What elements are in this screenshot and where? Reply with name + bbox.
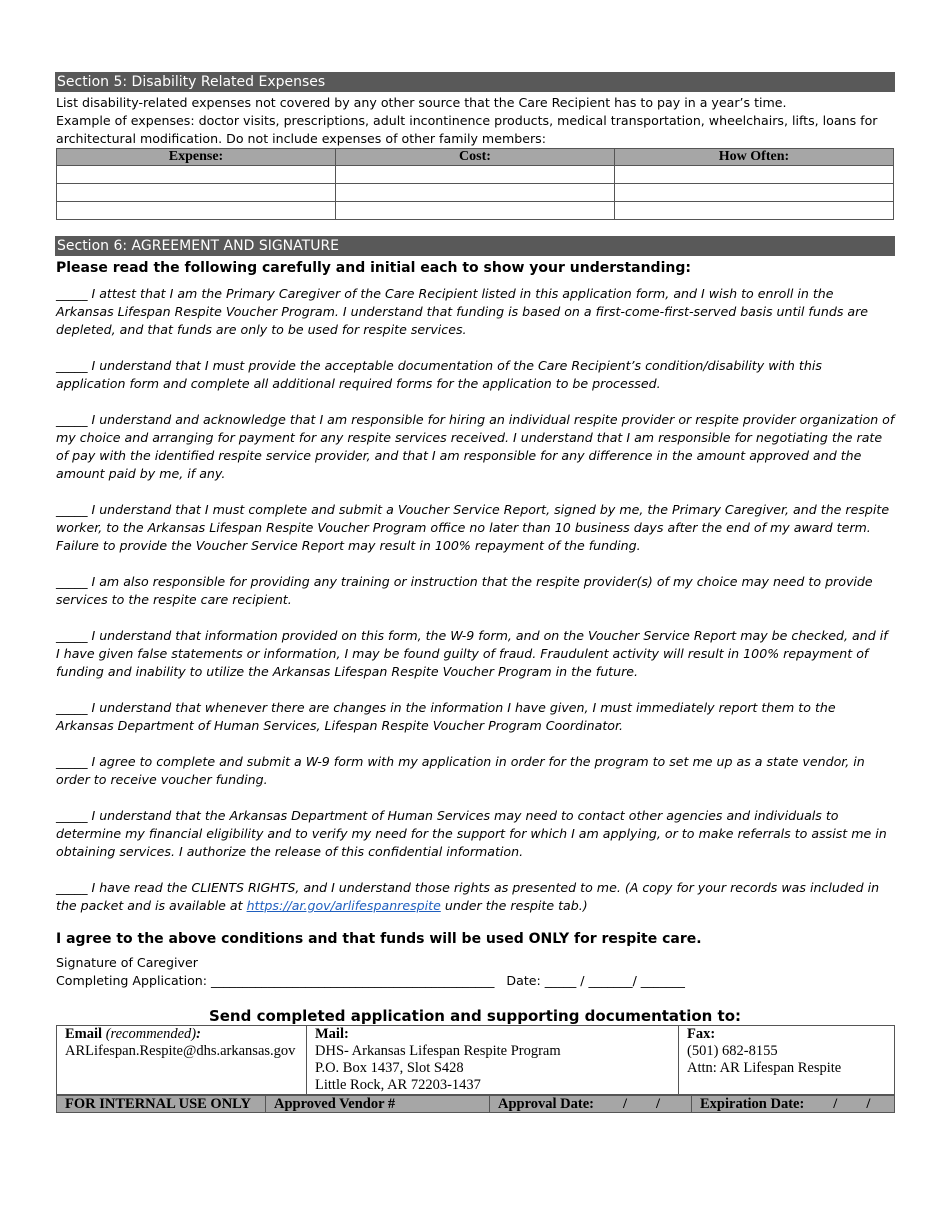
internal-use-table (56, 1095, 895, 1113)
agreement-item: _____ I understand that the Arkansas Department of Human Services may need to contact other agencies and individuals to determine my financial eligibility and to verify my need for the support for which I am applying, or to make referrals to assist me in obtaining services. I authorize the release of this confidential information. (56, 808, 887, 859)
agreement-item-client-rights (56, 879, 895, 915)
cost-cell[interactable] (336, 184, 615, 202)
agreement-item: _____ I understand that information provided on this form, the W-9 form, and on the Voucher Service Report may be checked, and if I have given false statements or information, I may be found guilty of fraud. Fraudulent activity will result in 100% repayment of funding and inability to utilize the Arkansas Lifespan Respite Voucher Program in the future. (56, 628, 888, 679)
agree-statement: I agree to the above conditions and that funds will be used ONLY for respite care. (56, 931, 702, 947)
expense-column-header: Expense: (57, 149, 336, 166)
how-often-cell[interactable] (615, 166, 894, 184)
agreement-item: _____ I understand that whenever there are changes in the information I have given, I must immediately report them to the Arkansas Department of Human Services, Lifespan Respite Voucher Program Coordinator. (56, 700, 836, 733)
agreement-items (55, 285, 895, 915)
agreement-item: _____ I understand that I must provide the acceptable documentation of the Care Recipient’s condition/disability with this application form and complete all additional required forms for the application to be processed. (56, 358, 822, 391)
expiration-date-field[interactable]: Expiration Date: / / (692, 1096, 895, 1113)
signature-label: Signature of Caregiver (56, 955, 198, 970)
signature-date-line[interactable]: Completing Application: _____________________________________________ Date: _____ / _______/ _______ (56, 973, 685, 988)
approved-vendor-field[interactable]: Approved Vendor # (266, 1096, 490, 1113)
arlifespanrespite-link[interactable]: https://ar.gov/arlifespanrespite (246, 898, 441, 913)
cost-cell[interactable] (336, 166, 615, 184)
cost-cell[interactable] (336, 202, 615, 220)
email-recommended-note: (recommended) (105, 1026, 197, 1042)
how-often-cell[interactable] (615, 184, 894, 202)
section5-intro-line2: Example of expenses: doctor visits, prescriptions, adult incontinence products, medical transportation, wheelchairs, lifts, loans for architectural modification. Do not include expenses of other family members: (56, 113, 878, 146)
expense-cell[interactable] (57, 184, 336, 202)
expense-row (57, 202, 894, 220)
how-often-cell[interactable] (615, 202, 894, 220)
email-address[interactable]: ARLifespan.Respite@dhs.arkansas.gov (65, 1043, 296, 1059)
fax-number: (501) 682-8155 (687, 1043, 778, 1059)
section6-instruction: Please read the following carefully and initial each to show your understanding: (56, 260, 691, 276)
client-rights-text-after: under the respite tab.) (440, 898, 588, 913)
mail-cell (307, 1026, 679, 1095)
mail-line1: DHS- Arkansas Lifespan Respite Program (315, 1043, 561, 1059)
mail-title: Mail: (315, 1026, 349, 1042)
contact-table (56, 1025, 895, 1095)
agreement-item: _____ I agree to complete and submit a W-9 form with my application in order for the program to set me up as a state vendor, in order to receive voucher funding. (56, 754, 865, 787)
agreement-item: _____ I understand that I must complete and submit a Voucher Service Report, signed by me, the Primary Caregiver, and the respite worker, to the Arkansas Lifespan Respite Voucher Program office no later than 10 business days after the end of my award term. Failure to provide the Voucher Service Report may result in 100% repayment of the funding. (56, 502, 890, 553)
expense-cell[interactable] (57, 202, 336, 220)
section5-intro (56, 94, 895, 148)
email-title: Email (65, 1026, 103, 1042)
signature-block (56, 954, 895, 990)
agreement-item: _____ I understand and acknowledge that I am responsible for hiring an individual respite provider or respite provider organization of my choice and arranging for payment for any respite services received. I understand that I am responsible for negotiating the rate of pay with the identified respite service provider, and that I am responsible for any difference in the amount approved and the amount paid by me, if any. (56, 412, 895, 481)
expense-row (57, 184, 894, 202)
approval-date-field[interactable]: Approval Date: / / (490, 1096, 692, 1113)
expense-row (57, 166, 894, 184)
section6-header: Section 6: AGREEMENT AND SIGNATURE (55, 236, 895, 256)
section6 (55, 236, 895, 990)
section5-intro-line1: List disability-related expenses not covered by any other source that the Care Recipient has to pay in a year’s time. (56, 95, 787, 110)
email-cell (57, 1026, 307, 1095)
expense-cell[interactable] (57, 166, 336, 184)
fax-cell (679, 1026, 895, 1095)
mail-line3: Little Rock, AR 72203-1437 (315, 1077, 481, 1093)
section5-header: Section 5: Disability Related Expenses (55, 72, 895, 92)
application-page (55, 72, 895, 1113)
how-often-column-header: How Often: (615, 149, 894, 166)
agreement-item: _____ I attest that I am the Primary Caregiver of the Care Recipient listed in this application form, and I wish to enroll in the Arkansas Lifespan Respite Voucher Program. I understand that funding is based on a first-come-first-served basis until funds are depleted, and that funds are only to be used for respite services. (56, 286, 869, 337)
fax-attention: Attn: AR Lifespan Respite (687, 1060, 842, 1076)
client-rights-text-before: _____ I have read the CLIENTS RIGHTS, and I understand those rights as presented to me. (A copy for your records was included in the packet and is available at (56, 880, 880, 913)
cost-column-header: Cost: (336, 149, 615, 166)
expenses-header-row (57, 149, 894, 166)
email-colon: : (196, 1026, 201, 1042)
internal-use-label: FOR INTERNAL USE ONLY (57, 1096, 266, 1113)
expenses-table (56, 148, 894, 220)
agreement-item: _____ I am also responsible for providing any training or instruction that the respite provider(s) of my choice may need to provide services to the respite care recipient. (56, 574, 873, 607)
send-heading: Send completed application and supporting documentation to: (208, 1007, 742, 1025)
mail-line2: P.O. Box 1437, Slot S428 (315, 1060, 464, 1076)
fax-title: Fax: (687, 1026, 716, 1042)
